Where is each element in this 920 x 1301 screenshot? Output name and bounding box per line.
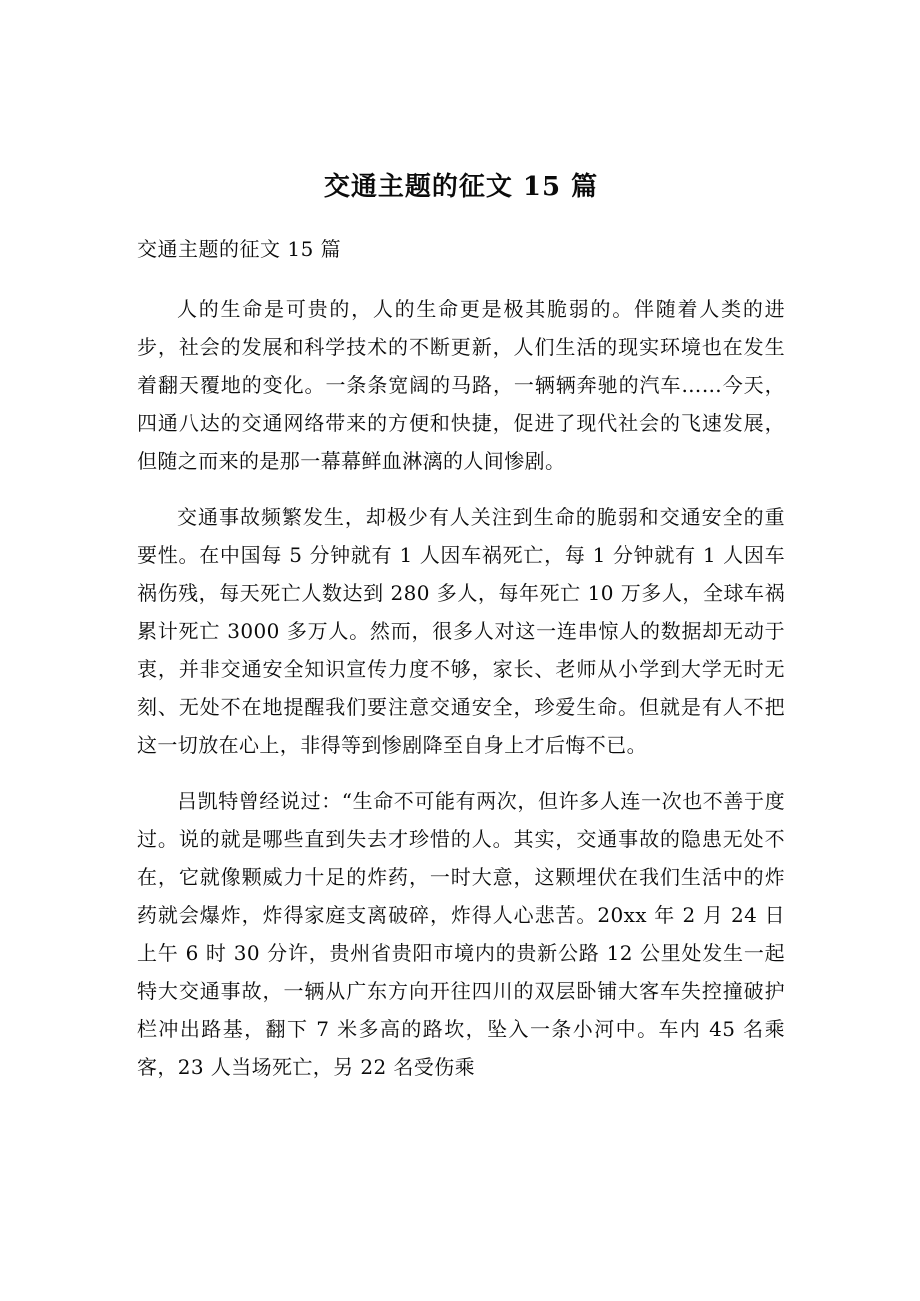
paragraph: 吕凯特曾经说过：“生命不可能有两次，但许多人连一次也不善于度过。说的就是哪些直到失去才珍惜的人。其实，交通事故的隐患无处不在，它就像颗威力十足的炸药，一时大意，这颗埋伏在我们生活中的炸药就会爆炸，炸得家庭支离破碎，炸得人心悲苦。20xx 年 2 月 24 日上午 6 时 30 分许，贵州省贵阳市境内的贵新公路 12 公里处发生一起特大交通事故，一辆从广东方向开往四川的双层卧铺大客车失控撞破护栏冲出路基，翻下 7 米多高的路坎，坠入一条小河中。车内 45 名乘客，23 人当场死亡，另 22 名受伤乘 <box>137 789 785 1079</box>
document-subtitle: 交通主题的征文 15 篇 <box>137 237 342 261</box>
page-title: 交通主题的征文 15 篇 <box>323 172 599 202</box>
document-body <box>137 264 785 1086</box>
paragraph: 交通事故频繁发生，却极少有人关注到生命的脆弱和交通安全的重要性。在中国每 5 分钟就有 1 人因车祸死亡，每 1 分钟就有 1 人因车祸伤残，每天死亡人数达到 280 多人，每年死亡 10 万多人，全球车祸累计死亡 3000 多万人。然而，很多人对这一连串惊人的数据却无动于衷，并非交通安全知识宣传力度不够，家长、老师从小学到大学无时无刻、无处不在地提醒我们要注意交通安全，珍爱生命。但就是有人不把这一切放在心上，非得等到惨剧降至自身上才后悔不已。 <box>137 505 785 757</box>
paragraph: 人的生命是可贵的，人的生命更是极其脆弱的。伴随着人类的进步，社会的发展和科学技术的不断更新，人们生活的现实环境也在发生着翻天覆地的变化。一条条宽阔的马路，一辆辆奔驰的汽车……今天，四通八达的交通网络带来的方便和快捷，促进了现代社会的飞速发展，但随之而来的是那一幕幕鲜血淋漓的人间惨剧。 <box>137 297 785 473</box>
document-content <box>137 0 785 1086</box>
